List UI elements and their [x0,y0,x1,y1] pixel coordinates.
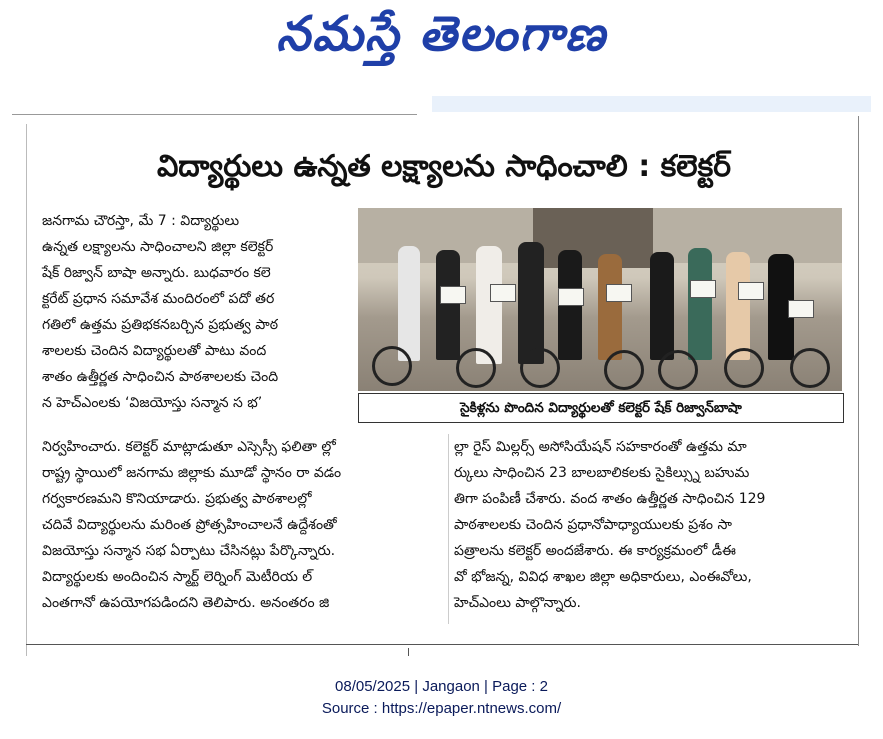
photo-certificate [490,284,516,302]
photo-certificate [558,288,584,306]
text-line: శాలలకు చెందిన విద్యార్థులతో పాటు వంద [42,343,267,359]
text-line: గర్వకారణమని కొనియాడారు. ప్రభుత్వ పాఠశాలల్లో [42,491,312,507]
photo-certificate [690,280,716,298]
photo-person [726,252,750,360]
text-line: ల్లా రైస్ మిల్లర్స్ అసోసియేషన్ సహకారంతో ఉత్తమ మా [454,439,747,455]
photo-bicycle-wheel [456,348,496,388]
text-line: నిర్వహించారు. కలెక్టర్ మాట్లాడుతూ ఎస్సెస్సీ ఫలితా ల్లో [42,439,336,455]
text-line: విజయోస్తు సన్మాన సభ ఏర్పాటు చేసినట్లు పేర్కొన్నారు. [42,543,336,559]
text-line: ర్కులు సాధించిన 23 బాలబాలికలకు సైకిల్స్ను బహుమ [454,465,750,481]
text-line: ఎంతగానో ఉపయోగపడిందని తెలిపారు. అనంతరం జి [42,595,330,611]
column-divider [448,434,449,624]
article-headline: విద్యార్థులు ఉన్నత లక్ష్యాలను సాధించాలి : కలెక్టర్ [156,149,732,184]
photo-certificate [738,282,764,300]
photo-bicycle-wheel [658,350,698,390]
footer [0,676,883,720]
text-line: చదివే విద్యార్థులను మరింత ప్రోత్సహించాలనే ఉద్దేశంతో [42,517,337,533]
text-line: క్టరేట్ ప్రధాన సమావేశ మందిరంలో పదో తర [42,291,275,307]
newspaper-logo: నమస్తే తెలంగాణ [276,6,607,62]
footer-date-line: 08/05/2025 | Jangaon | Page : 2 [335,678,548,695]
left-margin-line [26,124,27,656]
text-line: పాఠశాలలకు చెందిన ప్రధానోపాధ్యాయులకు ప్రశం సా [454,517,732,533]
photo-person [650,252,674,360]
photo-person [598,254,622,360]
text-line: విద్యార్థులకు అందించిన స్మార్ట్ లెర్నింగ్ మెటీరియ ల్ [42,569,313,585]
text-line: షేక్ రిజ్వాన్ బాషా అన్నారు. బుధవారం కలె [42,265,271,281]
text-line: న హెచ్ఎంలకు ‘విజయోస్తు సన్మాన స భ’ [42,395,263,411]
photo-bicycle-wheel [520,348,560,388]
column-2-text [42,434,440,616]
photo-bicycle-wheel [724,348,764,388]
photo-person [398,246,420,361]
top-strip [432,96,871,112]
column-1-text [42,208,348,416]
top-rule [12,114,417,115]
bottom-tick [408,648,409,656]
photo-bicycle-wheel [372,346,412,386]
right-border-line [858,116,859,646]
photo-certificate [606,284,632,302]
masthead [0,0,883,78]
text-line: వో భోజన్న, వివిధ శాఖల జిల్లా అధికారులు, ఎంఈవోలు, [454,569,752,585]
photo-person [476,246,502,364]
article-photo [358,208,842,391]
photo-certificate [788,300,814,318]
newspaper-clipping [12,96,871,656]
photo-bicycle-wheel [790,348,830,388]
text-line: ఉన్నత లక్ష్యాలను సాధించాలని జిల్లా కలెక్టర్ [42,239,274,255]
footer-source-line: Source : https://epaper.ntnews.com/ [321,700,562,717]
text-line: తిగా పంపిణీ చేశారు. వంద శాతం ఉత్తీర్ణత సాధించిన 129 [454,491,766,507]
text-line: రాష్ట్ర స్థాయిలో జనగామ జిల్లాకు మూడో స్థానం రా వడం [42,465,342,481]
bottom-rule [26,644,858,645]
photo-person [688,248,712,360]
photo-caption: సైకిళ్లను పొందిన విద్యార్థులతో కలెక్టర్ షేక్ రిజ్వాన్‌బాషా [358,393,844,423]
photo-certificate [440,286,466,304]
photo-person [518,242,544,364]
text-line: జనగామ చౌరస్తా, మే 7 : విద్యార్థులు [42,213,240,229]
text-line: పత్రాలను కలెక్టర్ అందజేశారు. ఈ కార్యక్రమంలో డీఈ [454,543,736,559]
text-line: గతిలో ఉత్తమ ప్రతిభకనబర్చిన ప్రభుత్వ పాఠ [42,317,279,333]
text-line: హెచ్ఎంలు పాల్గొన్నారు. [454,595,581,611]
photo-person [436,250,460,360]
column-3-text [454,434,844,616]
photo-bicycle-wheel [604,350,644,390]
photo-doorway [533,208,653,268]
text-line: శాతం ఉత్తీర్ణత సాధించిన పాఠశాలలకు చెంది [42,369,279,385]
